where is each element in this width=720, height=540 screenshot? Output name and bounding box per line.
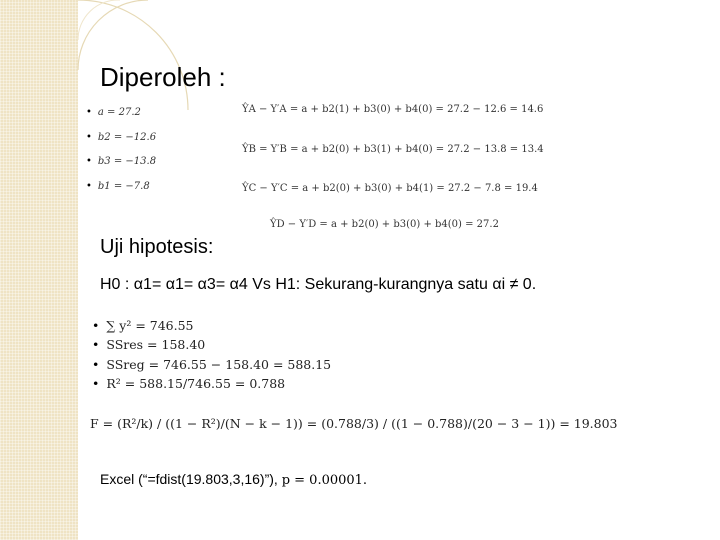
coefficient-list	[86, 101, 156, 199]
statistics-list	[92, 316, 331, 393]
excel-result	[100, 471, 367, 488]
p-value: p = 0.00001.	[281, 473, 368, 488]
prediction-d: ŶD − Y′D = a + b2(0) + b3(0) + b4(0) = 27.2	[270, 219, 499, 230]
coefficient-b3: • b3 = −13.8	[86, 150, 156, 175]
slide-title: Diperoleh :	[100, 62, 226, 92]
coefficient-b2: • b2 = −12.6	[86, 126, 156, 151]
ss-regression: • SSreg = 746.55 − 158.40 = 588.15	[92, 355, 331, 374]
coefficient-b1: • b1 = −7.8	[86, 175, 156, 200]
sum-squares-total: • ∑ y² = 746.55	[92, 316, 331, 335]
prediction-b: ŶB = Y′B = a + b2(0) + b3(1) + b4(0) = 27.2 − 13.8 = 13.4	[242, 144, 544, 155]
excel-formula: Excel (“=fdist(19.803,3,16)”),	[100, 471, 278, 487]
prediction-a: ŶA − Y′A = a + b2(1) + b3(0) + b4(0) = 27.2 − 12.6 = 14.6	[242, 104, 544, 115]
r-squared: • R² = 588.15/746.55 = 0.788	[92, 374, 331, 393]
hypothesis-heading: Uji hipotesis:	[100, 236, 214, 258]
hypothesis-statement: H0 : α1= α1= α3= α4 Vs H1: Sekurang-kurangnya satu αi ≠ 0.	[100, 276, 537, 293]
ss-residual: • SSres = 158.40	[92, 335, 331, 354]
f-statistic-formula: F = (R²/k) / ((1 − R²)/(N − k − 1)) = (0.788/3) / ((1 − 0.788)/(20 − 3 − 1)) = 19.803	[90, 416, 618, 431]
coefficient-a: • a = 27.2	[86, 101, 156, 126]
prediction-c: ŶC − Y′C = a + b2(0) + b3(0) + b4(1) = 27.2 − 7.8 = 19.4	[242, 183, 538, 194]
